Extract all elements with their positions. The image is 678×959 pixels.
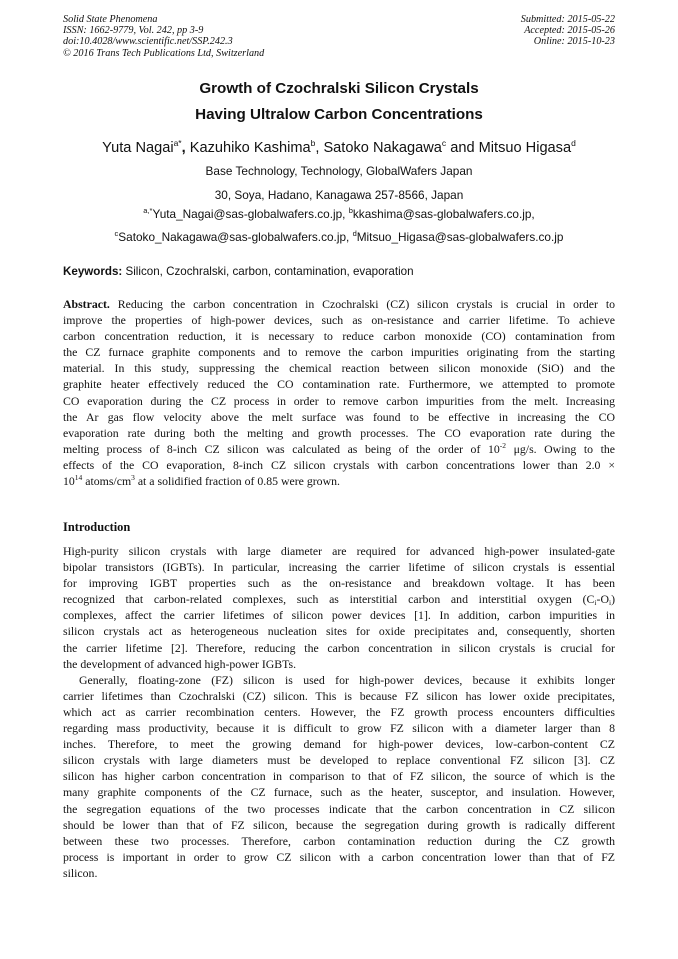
author-mark: a* xyxy=(173,138,182,148)
abstract-text: μg/s. Owing to the xyxy=(506,441,615,456)
email-link[interactable]: Yuta_Nagai@sas-globalwafers.co.jp, xyxy=(152,207,349,221)
intro-line: silicon crystals with large diameters must be developed to replace conventional FZ silicon [3]. CZ xyxy=(63,753,615,768)
abstract xyxy=(63,296,615,489)
intro-line: complexes, affect the carrier lifetimes of silicon power devices [1]. In addition, carbon impurities in xyxy=(63,608,615,623)
abstract-line: carbon concentration reduction, it is necessary to reduce carbon monoxide (CO) contamination from xyxy=(63,329,615,344)
issn-line: ISSN: 1662-9779, Vol. 242, pp 3-9 xyxy=(63,25,204,37)
author-mark: d xyxy=(571,138,576,148)
author-mark: b xyxy=(310,138,316,148)
email-line-1 xyxy=(0,207,678,221)
author-separator: , xyxy=(181,140,190,156)
section-heading-introduction: Introduction xyxy=(63,520,131,534)
affiliation-org: Base Technology, Technology, GlobalWafers Japan xyxy=(205,164,473,178)
abstract-text: at a solidified fraction of 0.85 were grown. xyxy=(134,474,340,489)
doi-line[interactable]: doi:10.4028/www.scientific.net/SSP.242.3 xyxy=(63,36,233,48)
email-line-2 xyxy=(0,230,678,244)
online-date: Online: 2015-10-23 xyxy=(533,36,615,48)
email-mark: c xyxy=(114,229,119,238)
email-mark: a,* xyxy=(143,206,153,215)
abstract-line: the Ar gas flow velocity above the melt surface was found to be effective in increasing the CO xyxy=(63,409,615,424)
author-name: Satoko Nakagawa xyxy=(323,140,442,156)
intro-line: bipolar transistors (IGBTs). In particular, increasing the carrier lifetime of silicon crystals is essential xyxy=(63,560,615,575)
copyright-line: © 2016 Trans Tech Publications Ltd, Switzerland xyxy=(63,47,265,59)
abstract-text: 10 xyxy=(63,474,75,489)
intro-line: High-purity silicon crystals with large diameter are required for advanced high-power insulated-gate xyxy=(63,544,615,558)
intro-line: silicon has higher carbon concentration in comparison to that of FZ silicon, the source of which is the xyxy=(63,769,615,784)
intro-line: carrier lifetimes than Czochralski (CZ) silicon. This is because FZ silicon has lower oxide precipitates, xyxy=(63,688,615,703)
journal-name: Solid State Phenomena xyxy=(63,14,158,25)
intro-line: should be lower than that of FZ silicon, because the segregation during growth is radically different xyxy=(63,817,615,832)
journal-info xyxy=(63,14,264,59)
abstract-text: atoms/cm xyxy=(82,474,132,489)
intro-line: between these two processes. Therefore, carbon contamination reduction during the CZ growth xyxy=(63,833,615,848)
intro-text: ) xyxy=(611,592,615,607)
abstract-line: material. In this study, suppressing the chemical reaction between silicon monoxide (SiO) and the xyxy=(63,361,615,376)
intro-line: which act as carrier recombination centers. However, the FZ growth process encounters difficulties xyxy=(63,704,615,719)
abstract-line xyxy=(63,441,615,457)
intro-line: process is important in order to grow CZ silicon with a carbon concentration lower than that of FZ xyxy=(63,849,615,864)
paper-title-line-2: Having Ultralow Carbon Concentrations xyxy=(195,106,483,123)
submitted-date: Submitted: 2015-05-22 xyxy=(520,14,615,25)
email-mark: d xyxy=(352,229,357,238)
abstract-line: graphite heater effectively reduced the CO contamination rate. Furthermore, we attempted to promote xyxy=(63,377,615,392)
exponent: -2 xyxy=(499,440,506,450)
abstract-line xyxy=(63,473,615,489)
affiliation-address: 30, Soya, Hadano, Kanagawa 257-8566, Japan xyxy=(214,188,464,202)
subscript: i xyxy=(608,598,612,608)
dates-info xyxy=(521,14,615,48)
keywords xyxy=(63,265,414,279)
abstract-line: CO evaporation during the CZ process in order to remove carbon impurities from the melt. Increasing xyxy=(63,393,615,408)
email-mark: b xyxy=(348,206,353,215)
intro-line: many graphite components of the CZ furnace, such as the heater, susceptor, and insulation. However, xyxy=(63,785,615,800)
abstract-label: Abstract. xyxy=(63,297,110,311)
accepted-date: Accepted: 2015-05-26 xyxy=(524,25,615,37)
email-link[interactable]: Mitsuo_Higasa@sas-globalwafers.co.jp xyxy=(356,230,564,244)
email-link[interactable]: kkashima@sas-globalwafers.co.jp, xyxy=(352,207,535,221)
abstract-line: effects of the CO evaporation, 8-inch CZ silicon crystals with carbon concentrations lower than 2.0 × xyxy=(63,457,615,472)
abstract-line: the CZ furnace graphite components and to remove the carbon impurities originating from the starting xyxy=(63,345,615,360)
author-name: Yuta Nagai xyxy=(102,140,174,156)
intro-line: silicon. xyxy=(63,865,98,880)
email-link[interactable]: Satoko_Nakagawa@sas-globalwafers.co.jp, xyxy=(118,230,353,244)
subscript: i xyxy=(594,598,597,608)
intro-line: silicon crystals act as heterogeneous nucleation sites for oxide precipitates and, consequently, shorten xyxy=(63,624,615,639)
intro-line: for improving IGBT properties such as the on-resistance and breakdown voltage. It has been xyxy=(63,576,615,591)
abstract-line: improve the properties of high-power devices, such as on-resistance and carrier lifetime. To achieve xyxy=(63,313,615,328)
exponent: 3 xyxy=(131,473,135,483)
intro-line: the carrier lifetime [2]. Therefore, reducing the carbon concentration in silicon crystals is crucial for xyxy=(63,640,615,655)
intro-line: regarding mass productivity, because it is difficult to grow FZ silicon with a diameter larger than 8 xyxy=(63,721,615,736)
intro-line: the development of advanced high-power IGBTs. xyxy=(63,656,297,671)
author-mark: c xyxy=(441,138,447,148)
author-name: Mitsuo Higasa xyxy=(478,140,572,156)
intro-line: Generally, floating-zone (FZ) silicon is used for high-power devices, because it exhibits longer xyxy=(79,672,615,687)
author-list xyxy=(0,138,678,158)
intro-line: the segregation equations of the two processes indicate that the carbon concentration in CZ silicon xyxy=(63,801,615,816)
intro-text: recognized that carbon-related complexes, such as interstitial carbon and interstitial oxygen (C xyxy=(63,592,595,607)
author-separator: and xyxy=(446,140,479,156)
paper-title-line-1: Growth of Czochralski Silicon Crystals xyxy=(199,80,479,97)
abstract-line xyxy=(63,296,615,312)
intro-text: -O xyxy=(596,592,609,607)
author-separator: , xyxy=(315,140,324,156)
intro-line: inches. Therefore, to meet the growing demand for high-power devices, low-carbon-content CZ xyxy=(63,737,615,752)
exponent: 14 xyxy=(74,473,83,483)
introduction-body xyxy=(63,543,615,881)
author-name: Kazuhiko Kashima xyxy=(189,140,311,156)
keywords-label: Keywords: xyxy=(63,265,123,278)
abstract-text: Reducing the carbon concentration in Czochralski (CZ) silicon crystals is crucial in order to xyxy=(109,297,615,311)
intro-line xyxy=(63,591,615,607)
abstract-line: evaporation rate during both the melting and growth processes. The CO evaporation rate during the xyxy=(63,425,615,440)
abstract-text: melting process of 8-inch CZ silicon was calculated as being of the order of 10 xyxy=(63,441,500,456)
keywords-text: Silicon, Czochralski, carbon, contamination, evaporation xyxy=(122,265,414,278)
